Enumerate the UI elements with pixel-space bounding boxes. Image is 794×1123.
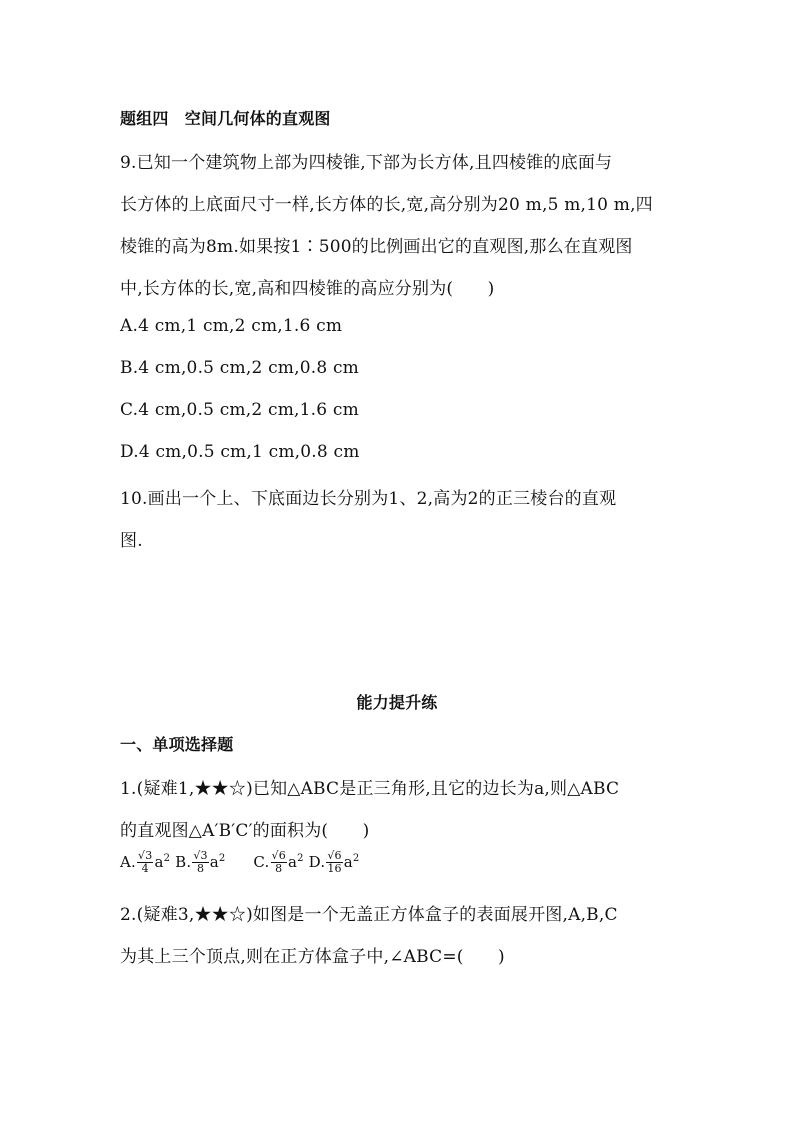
q9-line-2: 长方体的上底面尺寸一样,长方体的长,宽,高分别为20 m,5 m,10 m,四 <box>120 195 653 215</box>
mc1-option-d: D. √ $\frac{6}{16}$ $a^2$ <box>309 853 360 871</box>
mc1-option-c: C. √ $\frac{6}{8}$ $a^2$ <box>253 853 308 871</box>
mc1-options <box>120 850 359 875</box>
mc2-line-1: 2.(疑难3,★★☆)如图是一个无盖正方体盒子的表面展开图,A,B,C <box>120 905 618 925</box>
q9-option-b: B.4 cm,0.5 cm,2 cm,0.8 cm <box>120 358 359 378</box>
part-heading: 一、单项选择题 <box>120 735 234 754</box>
mc1-line-1: 1.(疑难1,★★☆)已知△ABC是正三角形,且它的边长为a,则△ABC <box>120 779 620 799</box>
q10-line-2: 图. <box>120 531 143 551</box>
q10-line-1: 10.画出一个上、下底面边长分别为1、2,高为2的正三棱台的直观 <box>120 489 617 509</box>
mc1-option-a: A. √ $\frac{3}{4}$ $a^2$ <box>120 853 175 871</box>
mc2-line-2: 为其上三个顶点,则在正方体盒子中,∠ABC=( ) <box>120 947 505 967</box>
section-heading: 题组四 空间几何体的直观图 <box>120 109 331 128</box>
q9-option-a: A.4 cm,1 cm,2 cm,1.6 cm <box>120 316 343 336</box>
q9-line-1: 9.已知一个建筑物上部为四棱锥,下部为长方体,且四棱锥的底面与 <box>120 153 613 173</box>
mc1-line-2: 的直观图△A′B′C′的面积为( ) <box>120 821 370 841</box>
practice-title: 能力提升练 <box>356 693 438 712</box>
q9-line-3: 棱锥的高为8m.如果按1∶500的比例画出它的直观图,那么在直观图 <box>120 237 633 257</box>
q9-option-d: D.4 cm,0.5 cm,1 cm,0.8 cm <box>120 442 360 462</box>
mc1-option-b: B. √ $\frac{3}{8}$ $a^2$ <box>175 853 230 871</box>
q9-line-4: 中,长方体的长,宽,高和四棱锥的高应分别为( ) <box>120 279 495 299</box>
q9-option-c: C.4 cm,0.5 cm,2 cm,1.6 cm <box>120 400 359 420</box>
